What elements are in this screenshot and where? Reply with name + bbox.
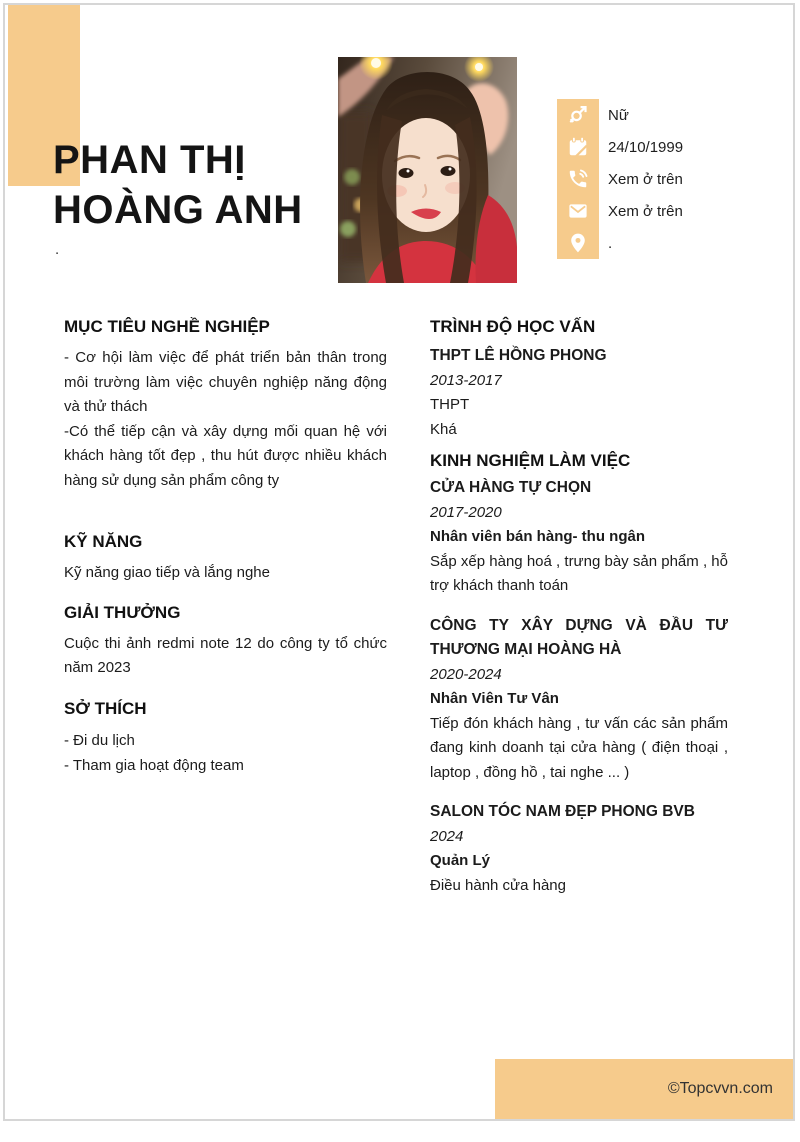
email-icon	[557, 195, 599, 227]
phone-icon	[557, 163, 599, 195]
birthday-icon	[557, 131, 599, 163]
portrait-illustration	[338, 57, 517, 283]
skill-item: Kỹ năng giao tiếp và lắng nghe	[64, 564, 270, 581]
section-experience	[430, 450, 728, 898]
phone-value: Xem ở trên	[608, 170, 683, 188]
contact-row-email	[557, 195, 683, 227]
candidate-name-line-1: PHAN THỊ	[53, 138, 246, 182]
education-level: THPT	[430, 396, 470, 413]
experience-title: KINH NGHIỆM LÀM VIỆC	[430, 451, 631, 470]
job-role: Quản Lý	[430, 852, 491, 869]
objective-paragraph: - Cơ hội làm việc để phát triển bản thân trong môi trường làm việc chuyên nghiệp năng động và thử thách	[64, 349, 387, 415]
hobbies-title: SỞ THÍCH	[64, 698, 147, 718]
job-entry	[430, 614, 728, 786]
job-description: Sắp xếp hàng hoá , trưng bày sản phẩm , hỗ trợ khách thanh toán	[430, 552, 728, 594]
award-item: Cuộc thi ảnh redmi note 12 do công ty tổ chức năm 2023	[64, 634, 387, 676]
job-entry	[430, 800, 728, 898]
hobby-item: - Đi du lịch	[64, 731, 135, 749]
section-hobbies	[64, 698, 387, 778]
job-role: Nhân Viên Tư Vân	[430, 690, 559, 707]
job-role: Nhân viên bán hàng- thu ngân	[430, 528, 645, 545]
left-column	[64, 316, 387, 778]
company-name: CÔNG TY XÂY DỰNG VÀ ĐẦU TƯ THƯƠNG MẠI HOÀNG HÀ	[430, 616, 728, 658]
contact-row-birthday	[557, 131, 683, 163]
company-name: CỬA HÀNG TỰ CHỌN	[430, 479, 592, 496]
education-entry	[430, 344, 728, 442]
gender-value: Nữ	[608, 106, 629, 124]
right-column	[430, 316, 728, 898]
education-period: 2013-2017	[430, 371, 502, 389]
awards-title: GIẢI THƯỞNG	[64, 602, 181, 622]
job-description: Tiếp đón khách hàng , tư vấn các sản phẩm đang kinh doanh tại cửa hàng ( điện thoại , laptop , đồng hồ , tai nghe ... )	[430, 714, 728, 781]
birthday-value: 24/10/1999	[608, 138, 684, 156]
location-icon	[557, 227, 599, 259]
footer-credit: ©Topcvvn.com	[667, 1080, 773, 1097]
education-title: TRÌNH ĐỘ HỌC VẤN	[430, 317, 596, 336]
address-value: .	[608, 234, 613, 252]
name-note: .	[55, 241, 60, 258]
job-period: 2020-2024	[430, 665, 502, 683]
contact-info	[557, 99, 683, 259]
cv-page	[3, 3, 795, 1121]
gender-icon	[557, 99, 599, 131]
email-value: Xem ở trên	[608, 202, 683, 220]
candidate-name	[53, 135, 303, 235]
footer-bar	[495, 1059, 793, 1119]
company-name: SALON TÓC NAM ĐẸP PHONG BVB	[430, 803, 695, 820]
hobby-item: - Tham gia hoạt động team	[64, 756, 244, 774]
school-name: THPT LÊ HỒNG PHONG	[430, 347, 607, 364]
section-objective	[64, 316, 387, 493]
skills-title: KỸ NĂNG	[64, 532, 143, 551]
contact-row-gender	[557, 99, 683, 131]
objective-title: MỤC TIÊU NGHỀ NGHIỆP	[64, 317, 270, 336]
section-skills	[64, 531, 387, 586]
contact-row-address	[557, 227, 683, 259]
job-period: 2024	[430, 827, 464, 845]
profile-photo	[338, 57, 517, 283]
candidate-name-line-2: HOÀNG ANH	[53, 188, 303, 232]
section-education	[430, 316, 728, 442]
section-awards	[64, 602, 387, 681]
education-grade: Khá	[430, 420, 457, 438]
job-description: Điều hành cửa hàng	[430, 876, 566, 894]
job-entry	[430, 476, 728, 599]
contact-row-phone	[557, 163, 683, 195]
objective-paragraph: -Có thể tiếp cận và xây dựng mối quan hệ với khách hàng tốt đẹp , thu hút được nhiều khách hàng sử dụng sản phẩm công ty	[64, 422, 387, 489]
job-period: 2017-2020	[430, 503, 502, 521]
